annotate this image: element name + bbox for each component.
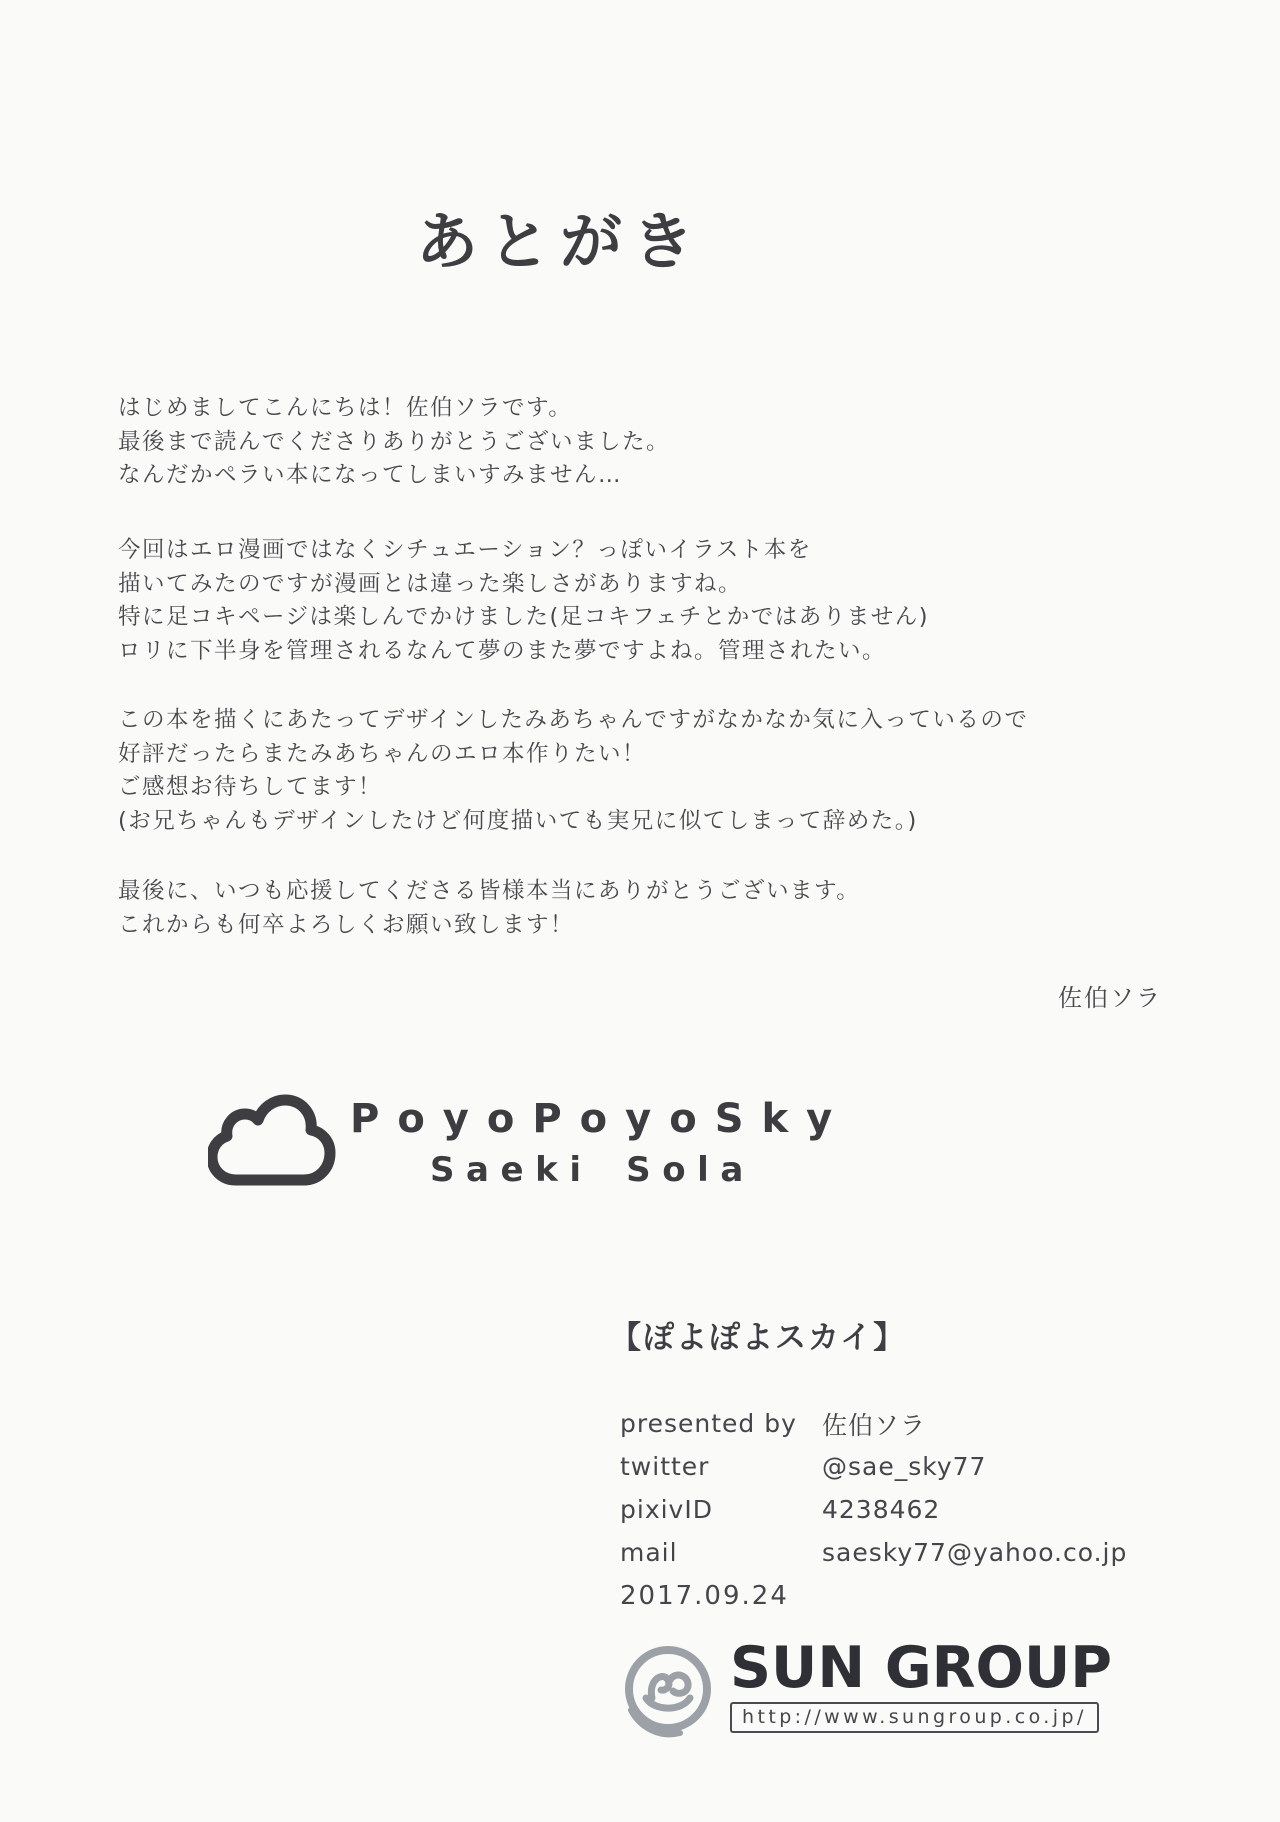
text-line: これからも何卒よろしくお願い致します！ bbox=[118, 911, 575, 938]
text-line: はじめましてこんにちは！佐伯ソラです。 bbox=[118, 395, 573, 421]
cloud-icon bbox=[208, 1088, 338, 1193]
paragraph-thanks bbox=[118, 875, 860, 942]
credit-value: 佐伯ソラ bbox=[822, 1410, 927, 1440]
credits-block bbox=[620, 1402, 1127, 1617]
circle-name-latin: PoyoPoyoSky bbox=[350, 1096, 851, 1142]
text-line: ご感想お待ちしてます！ bbox=[118, 774, 383, 800]
text-line: (お兄ちゃんもデザインしたけど何度描いても実兄に似てしまって辞めた。) bbox=[118, 807, 918, 834]
credit-row-mail bbox=[620, 1531, 1127, 1574]
publisher-block bbox=[618, 1636, 1112, 1742]
credit-row-pixiv bbox=[620, 1488, 1127, 1531]
publication-date: 2017.09.24 bbox=[620, 1580, 789, 1611]
author-signature: 佐伯ソラ bbox=[1058, 984, 1162, 1012]
credit-value: @sae_sky77 bbox=[822, 1452, 987, 1481]
credit-value: 4238462 bbox=[822, 1495, 941, 1524]
publisher-url: http://www.sungroup.co.jp/ bbox=[730, 1702, 1099, 1733]
text-line: 最後まで読んでくださりありがとうございました。 bbox=[118, 428, 671, 455]
book-title: 【ぽよぽよスカイ】 bbox=[610, 1320, 907, 1356]
text-line: この本を描くにあたってデザインしたみあちゃんですがなかなか気に入っているので bbox=[118, 707, 1029, 733]
text-line: 今回はエロ漫画ではなくシチュエーション？っぽいイラスト本を bbox=[118, 537, 812, 563]
text-line: ロリに下半身を管理されるなんて夢のまた夢ですよね。管理されたい。 bbox=[118, 637, 887, 664]
paragraph-greeting bbox=[118, 392, 670, 493]
credit-label: mail bbox=[620, 1538, 678, 1567]
publisher-name: SUN GROUP bbox=[730, 1635, 1113, 1701]
credit-label: presented by bbox=[620, 1409, 797, 1438]
credit-row-presented-by bbox=[620, 1402, 1127, 1445]
publisher-text bbox=[730, 1636, 1112, 1733]
text-line: 好評だったらまたみあちゃんのエロ本作りたい！ bbox=[118, 740, 647, 767]
paragraph-character-design bbox=[118, 704, 1028, 838]
paragraph-about-book bbox=[118, 534, 929, 668]
credit-value: saesky77@yahoo.co.jp bbox=[822, 1538, 1128, 1567]
text-line: なんだかペラい本になってしまいすみません… bbox=[118, 462, 623, 488]
circle-author-latin: Saeki Sola bbox=[430, 1150, 755, 1190]
credit-row-twitter bbox=[620, 1445, 1127, 1488]
page-title: あとがき bbox=[415, 204, 704, 278]
credit-label: twitter bbox=[620, 1452, 710, 1481]
text-line: 描いてみたのですが漫画とは違った楽しさがありますね。 bbox=[118, 570, 743, 597]
credit-label: pixivID bbox=[620, 1495, 713, 1524]
text-line: 最後に、いつも応援してくださる皆様本当にありがとうございます。 bbox=[118, 878, 861, 904]
sun-group-logo-icon bbox=[618, 1642, 718, 1742]
text-line: 特に足コキページは楽しんでかけました(足コキフェチとかではありません) bbox=[118, 604, 929, 630]
